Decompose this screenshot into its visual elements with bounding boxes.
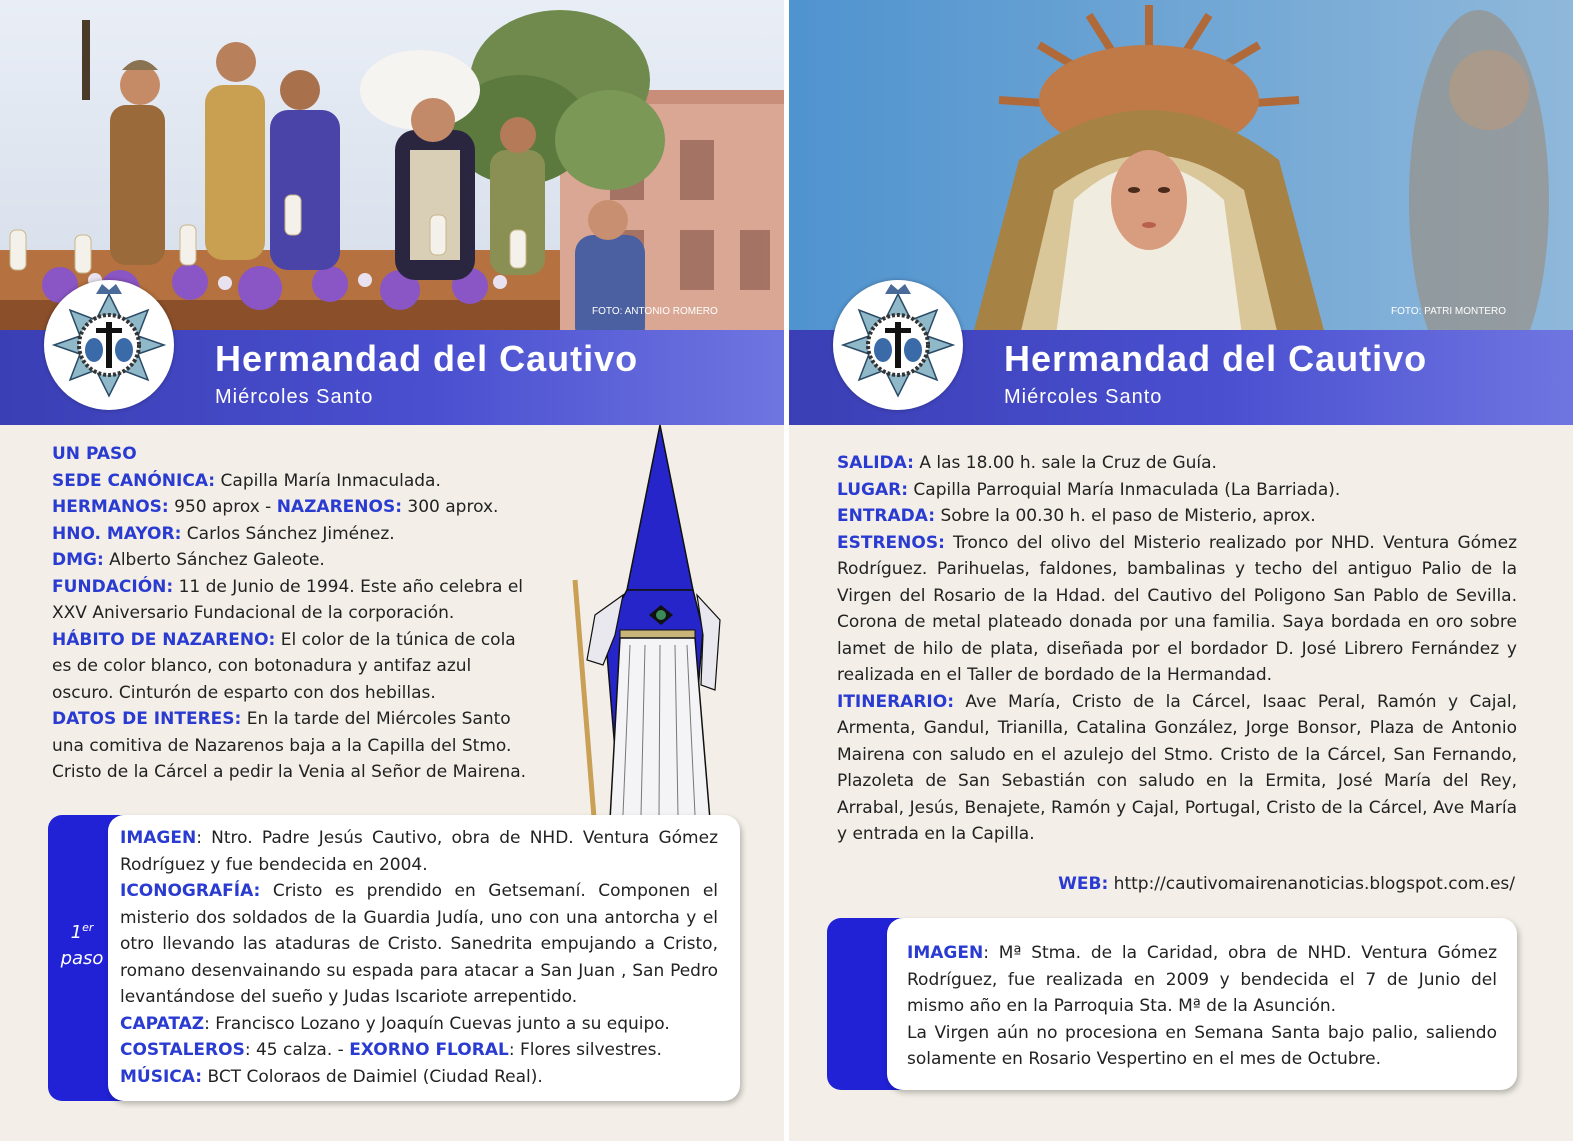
page-title: Hermandad del Cautivo	[1004, 338, 1428, 379]
habito-label: HÁBITO DE NAZARENO:	[52, 629, 276, 650]
paso-card-text	[120, 825, 718, 1090]
nazarenos-value: 300 aprox.	[402, 497, 499, 517]
iconografia-label: ICONOGRAFÍA:	[120, 881, 261, 901]
nazareno-illustration	[565, 420, 745, 845]
salida-value: A las 18.00 h. sale la Cruz de Guía.	[913, 453, 1217, 473]
nazarenos-label: NAZARENOS:	[276, 497, 402, 517]
info-block	[837, 450, 1517, 848]
imagen-label: IMAGEN	[907, 943, 984, 963]
musica-value: BCT Coloraos de Daimiel (Ciudad Real).	[202, 1066, 543, 1087]
exorno-value: : Flores silvestres.	[508, 1040, 662, 1060]
costaleros-label: COSTALEROS	[120, 1040, 245, 1060]
exorno-label: EXORNO FLORAL	[349, 1040, 509, 1060]
hno-mayor-label: HNO. MAYOR:	[52, 523, 182, 544]
page-subtitle: Miércoles Santo	[215, 386, 374, 408]
photo-credit: FOTO: PATRI MONTERO	[1391, 306, 1506, 317]
web-line	[1058, 874, 1515, 894]
web-label: WEB:	[1058, 874, 1109, 894]
imagen-label: IMAGEN	[120, 828, 197, 848]
lugar-value: Capilla Parroquial María Inmaculada (La Barriada).	[908, 479, 1341, 500]
capataz-value: : Francisco Lozano y Joaquín Cuevas junto a su equipo.	[204, 1013, 670, 1034]
costaleros-value: : 45 calza. -	[244, 1040, 350, 1060]
brotherhood-emblem-icon	[833, 280, 963, 410]
habito-value: El color de la túnica de cola es de color blanco, con botonadura y antifaz azul oscuro. Cinturón de esparto con dos hebillas.	[52, 629, 516, 703]
fundacion-label: FUNDACIÓN:	[52, 576, 174, 597]
entrada-value: Sobre la 00.30 h. el paso de Misterio, aprox.	[935, 506, 1316, 526]
dmg-label: DMG:	[52, 550, 104, 570]
dmg-value: Alberto Sánchez Galeote.	[103, 550, 325, 570]
estrenos-value: Tronco del olivo del Misterio realizado por NHD. Ventura Gómez Rodríguez. Parihuelas, faldones, bambalinas y techo del antiguo Palio de la Virgen del Rosario de la Hdad. del Cautivo del Poligono San Pablo de Sevilla. Corona de metal plateado donada por una familia. Saya bordada en oro sobre lamet de hilo de plata, diseñada por el bordador D. José Librero Fernández y realizada en el Taller de bordado de la Hermandad.	[837, 532, 1517, 685]
paso-number-suffix: er	[82, 921, 94, 934]
sede-value: Capilla María Inmaculada.	[215, 470, 441, 491]
itinerario-value: Ave María, Cristo de la Cárcel, Isaac Peral, Ramón y Cajal, Armenta, Gandul, Trianilla, Catalina González, Jorge Bonsor, Plaza de Antonio Mairena con saludo en el azulejo del Stmo. Cristo de la Cárcel, San Fernando, Plazoleta de San Sebastián con saludo en la Ermita, José María del Rey, Arrabal, Jesús, Benajete, Ramón y Cajal, Portugal, Cristo de la Cárcel, Ave María y entrada en la Capilla.	[837, 691, 1517, 844]
lugar-label: LUGAR:	[837, 479, 909, 500]
fundacion-value: 11 de Junio de 1994. Este año celebra el XXV Aniversario Fundacional de la corporación.	[52, 576, 524, 623]
image-card-text	[907, 940, 1497, 1073]
sede-label: SEDE CANÓNICA:	[52, 470, 216, 491]
salida-label: SALIDA:	[837, 453, 914, 473]
hermanos-label: HERMANOS:	[52, 497, 169, 517]
left-page	[0, 0, 784, 1141]
hermanos-value: 950 aprox -	[168, 497, 277, 517]
datos-label: DATOS DE INTERES:	[52, 709, 242, 729]
procession-note: La Virgen aún no procesiona en Semana Santa bajo palio, saliendo solamente en Rosario Vespertino en el mes de Octubre.	[907, 1022, 1497, 1069]
imagen-value: : Mª Stma. de la Caridad, obra de NHD. Ventura Gómez Rodríguez, fue realizada en 2009 y bendecida el 7 de Junio del mismo año en la Parroquia Sta. Mª de la Asunción.	[907, 943, 1497, 1016]
web-link[interactable]: http://cautivomairenanoticias.blogspot.com.es/	[1108, 874, 1515, 894]
paso-number: 1	[70, 922, 83, 943]
capataz-label: CAPATAZ	[120, 1013, 205, 1034]
info-block	[52, 441, 572, 786]
musica-label: MÚSICA:	[120, 1066, 203, 1087]
iconografia-value: Cristo es prendido en Getsemaní. Componen el misterio dos soldados de la Guardia Judía, uno con una antorcha y el otro llevando las ataduras de Cristo. Sanedrita empujando a Cristo, romano desenvainando su espada para atacar a San Juan , San Pedro levantándose del sueño y Judas Iscariote arrepentido.	[120, 881, 718, 1007]
page-subtitle: Miércoles Santo	[1004, 386, 1163, 408]
brotherhood-emblem-icon	[44, 280, 174, 410]
estrenos-label: ESTRENOS:	[837, 532, 945, 553]
photo-credit: FOTO: ANTONIO ROMERO	[592, 306, 718, 317]
datos-value: En la tarde del Miércoles Santo una comitiva de Nazarenos baja a la Capilla del Stmo. Cristo de la Cárcel a pedir la Venia al Señor de Mairena.	[52, 709, 527, 782]
un-paso-label: UN PASO	[52, 444, 137, 464]
entrada-label: ENTRADA:	[837, 506, 936, 526]
paso-tab-label	[52, 915, 112, 972]
imagen-value: : Ntro. Padre Jesús Cautivo, obra de NHD. Ventura Gómez Rodríguez y fue bendecida en 2004.	[120, 828, 718, 875]
itinerario-label: ITINERARIO:	[837, 691, 954, 712]
paso-word: paso	[60, 948, 104, 969]
page-title: Hermandad del Cautivo	[215, 338, 639, 379]
hno-mayor-value: Carlos Sánchez Jiménez.	[181, 523, 395, 544]
right-page	[789, 0, 1573, 1141]
